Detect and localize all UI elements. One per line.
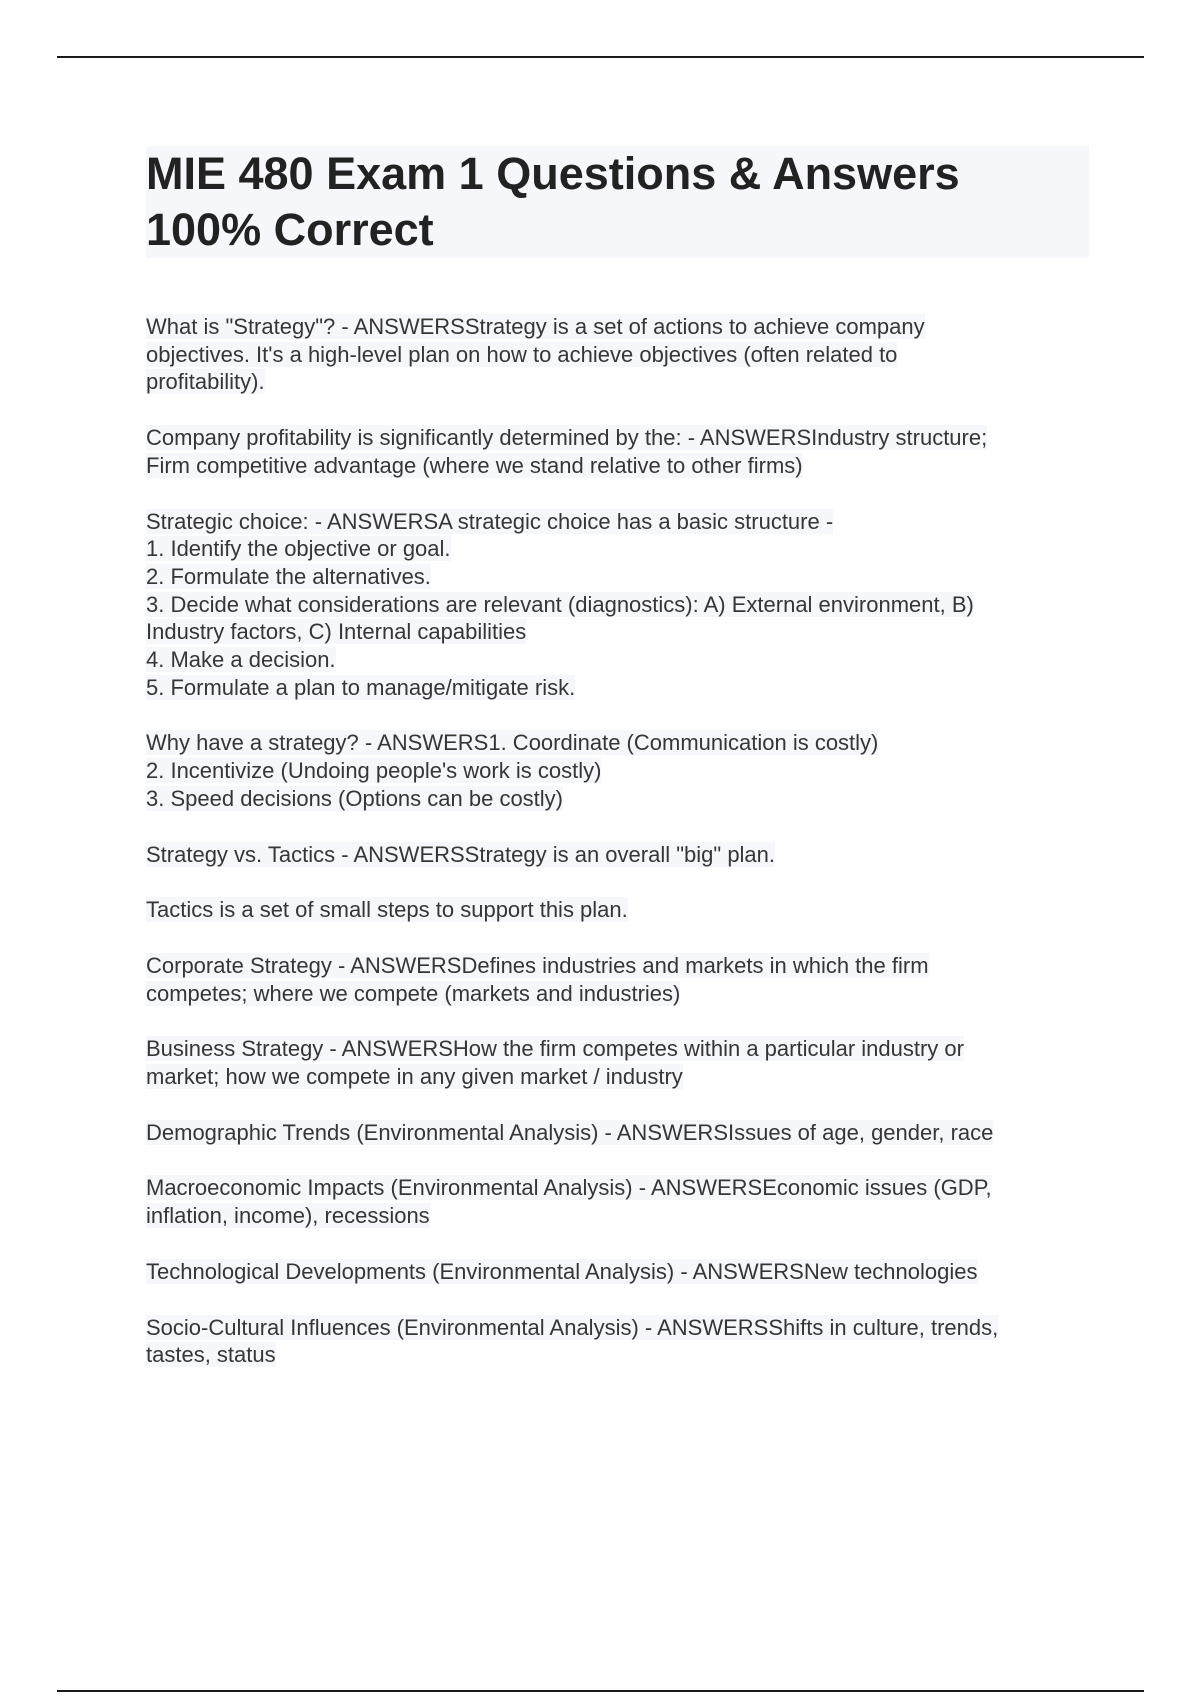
qa-entry-strategic-choice — [146, 508, 1096, 702]
qa-entry-profitability — [146, 424, 1096, 479]
qa-list — [146, 313, 1096, 1397]
qa-entry-business-strategy — [146, 1035, 1096, 1090]
qa-entry-text: Demographic Trends (Environmental Analysis) - ANSWERSIssues of age, gender, race — [146, 1119, 994, 1145]
qa-entry-corporate-strategy — [146, 952, 1096, 1007]
qa-entry-text: Socio-Cultural Influences (Environmental Analysis) - ANSWERSShifts in culture, trends, tastes, status — [146, 1314, 999, 1368]
bottom-divider — [57, 1690, 1144, 1692]
qa-entry-why-strategy — [146, 729, 1096, 812]
qa-entry-technological-developments — [146, 1258, 1096, 1286]
qa-entry-tactics — [146, 896, 1096, 924]
qa-entry-text: Strategy vs. Tactics - ANSWERSStrategy is an overall "big" plan. — [146, 841, 776, 867]
title-block — [146, 146, 1089, 258]
qa-entry-socio-cultural-influences — [146, 1314, 1096, 1369]
qa-entry-text: Why have a strategy? - ANSWERS1. Coordinate (Communication is costly) 2. Incentivize (Undoing people's work is costly) 3. Speed decisions (Options can be costly) — [146, 730, 879, 811]
qa-entry-text: Corporate Strategy - ANSWERSDefines industries and markets in which the firm competes; where we compete (markets and industries) — [146, 952, 929, 1006]
qa-entry-demographic-trends — [146, 1119, 1096, 1147]
qa-entry-strategy-vs-tactics — [146, 841, 1096, 869]
page-title: MIE 480 Exam 1 Questions & Answers 100% Correct — [146, 148, 960, 255]
qa-entry-macroeconomic-impacts — [146, 1174, 1096, 1229]
qa-entry-text: Technological Developments (Environmental Analysis) - ANSWERSNew technologies — [146, 1258, 978, 1284]
qa-entry-text: Tactics is a set of small steps to support this plan. — [146, 897, 628, 923]
qa-entry-strategy-definition — [146, 313, 1096, 396]
top-divider — [57, 56, 1144, 58]
qa-entry-text: Macroeconomic Impacts (Environmental Analysis) - ANSWERSEconomic issues (GDP, inflation, income), recessions — [146, 1175, 992, 1229]
qa-entry-text: Business Strategy - ANSWERSHow the firm competes within a particular industry or market; how we compete in any given market / industry — [146, 1036, 964, 1090]
qa-entry-text: Strategic choice: - ANSWERSA strategic choice has a basic structure - 1. Identify the objective or goal. 2. Formulate the alternatives. 3. Decide what considerations are relevant (diagnostics): A) External environment, B) Industry factors, C) Internal capabilities 4. Make a decision. 5. Formulate a plan to manage/mitigate risk. — [146, 508, 974, 700]
qa-entry-text: Company profitability is significantly determined by the: - ANSWERSIndustry structure; Firm competitive advantage (where we stand relative to other firms) — [146, 425, 988, 478]
qa-entry-text: What is "Strategy"? - ANSWERSStrategy is a set of actions to achieve company objectives. It's a high-level plan on how to achieve objectives (often related to profitability). — [146, 314, 925, 395]
